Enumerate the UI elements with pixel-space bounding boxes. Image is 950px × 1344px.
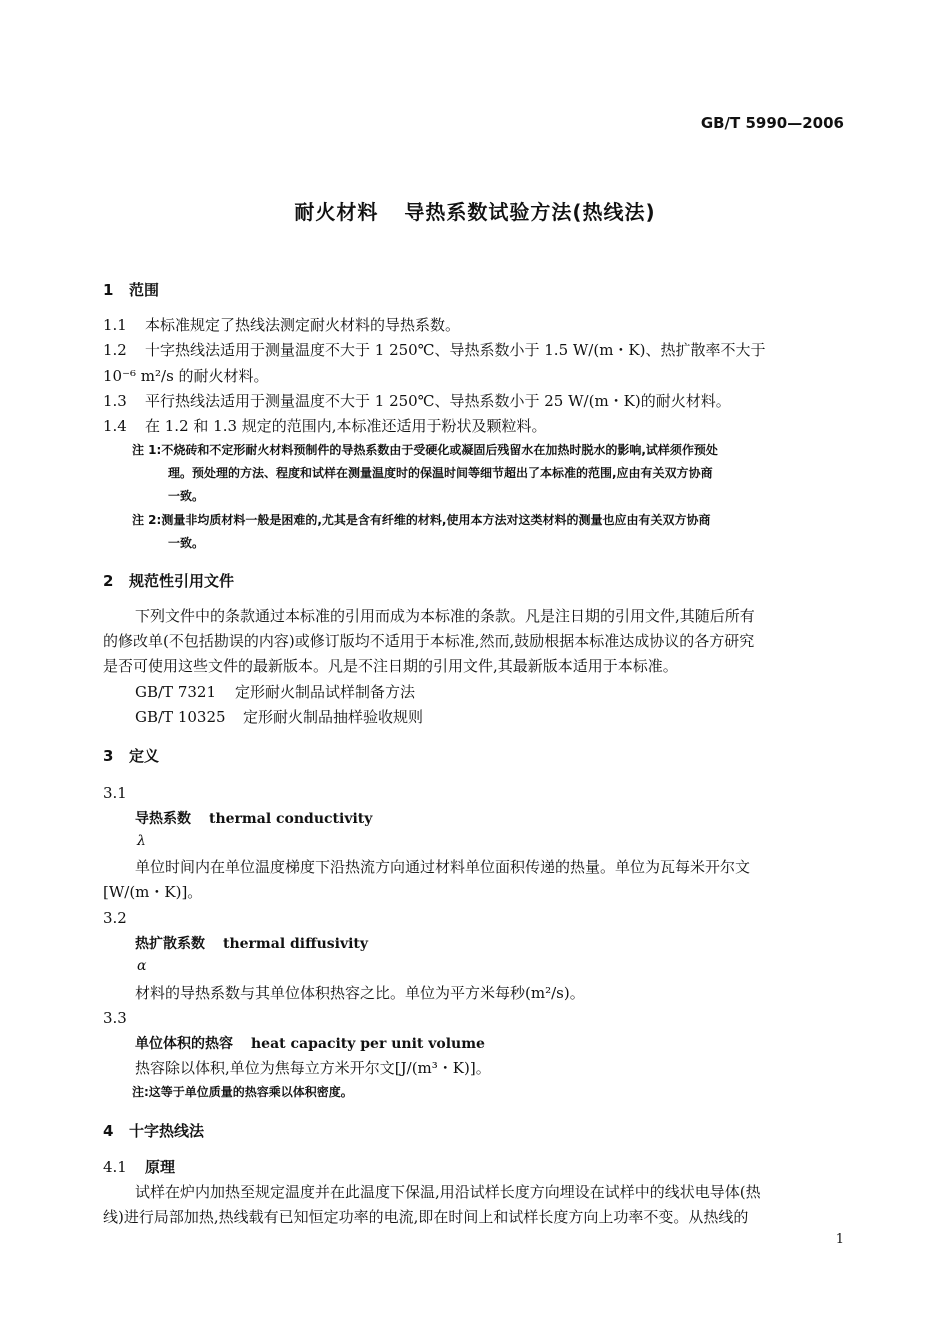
reference-item: GB/T 10325 定形耐火制品抽样验收规则: [135, 708, 424, 726]
term-3-3: 单位体积的热容 heat capacity per unit volume: [135, 1036, 485, 1052]
definition-3-1-line2: [W/(m・K)]。: [103, 883, 203, 901]
definition-3-2: 材料的导热系数与其单位体积热容之比。单位为平方米每秒(m²/s)。: [135, 984, 585, 1002]
section-2-text-line1: 下列文件中的条款通过本标准的引用而成为本标准的条款。凡是注日期的引用文件,其随后所有: [135, 607, 755, 625]
note-2-line2: 一致。: [168, 536, 205, 550]
section-4-heading: 4 十字热线法: [103, 1122, 205, 1140]
section-2-text-line3: 是否可使用这些文件的最新版本。凡是不注日期的引用文件,其最新版本适用于本标准。: [103, 657, 678, 675]
section-2-text-line2: 的修改单(不包括勘误的内容)或修订版均不适用于本标准,然而,鼓励根据本标准达成协议的各方研究: [103, 632, 755, 650]
clause-1-2-line1: 1.2 十字热线法适用于测量温度不大于 1 250℃、导热系数小于 1.5 W/(m・K)、热扩散率不大于: [103, 341, 766, 359]
note-2-line1: 注 2:测量非均质材料一般是困难的,尤其是含有纤维的材料,使用本方法对这类材料的测量也应由有关双方协商: [132, 513, 711, 527]
document-title: [0, 196, 950, 225]
clause-3-1-number: 3.1: [103, 784, 127, 802]
definition-3-1-line1: 单位时间内在单位温度梯度下沿热流方向通过材料单位面积传递的热量。单位为瓦每米开尔文: [135, 858, 751, 876]
term-3-1: 导热系数 thermal conductivity: [135, 811, 373, 827]
clause-3-3-number: 3.3: [103, 1009, 127, 1027]
section-2-heading: 2 规范性引用文件: [103, 572, 235, 590]
note-1-line2: 理。预处理的方法、程度和试样在测量温度时的保温时间等细节超出了本标准的范围,应由有关双方协商: [168, 466, 713, 480]
clause-3-2-number: 3.2: [103, 909, 127, 927]
term-3-2: 热扩散系数 thermal diffusivity: [135, 936, 369, 952]
clause-4-1-line2: 线)进行局部加热,热线载有已知恒定功率的电流,即在时间上和试样长度方向上功率不变。从热线的: [103, 1208, 749, 1226]
title-part2: 导热系数试验方法(热线法): [404, 200, 656, 224]
symbol-alpha: α: [137, 958, 147, 974]
note-1-line3: 一致。: [168, 489, 205, 503]
definition-3-3: 热容除以体积,单位为焦每立方米开尔文[J/(m³・K)]。: [135, 1059, 491, 1077]
clause-1-3: 1.3 平行热线法适用于测量温度不大于 1 250℃、导热系数小于 25 W/(m・K)的耐火材料。: [103, 392, 731, 410]
section-3-heading: 3 定义: [103, 747, 160, 765]
standard-code: GB/T 5990—2006: [700, 114, 844, 132]
section-1-heading: 1 范围: [103, 281, 160, 299]
clause-4-1-line1: 试样在炉内加热至规定温度并在此温度下保温,用沿试样长度方向埋设在试样中的线状电导体(热: [135, 1183, 761, 1201]
note-3-3: 注:这等于单位质量的热容乘以体积密度。: [132, 1085, 353, 1099]
clause-1-4: 1.4 在 1.2 和 1.3 规定的范围内,本标准还适用于粉状及颗粒料。: [103, 417, 547, 435]
title-part1: 耐火材料: [294, 200, 379, 224]
clause-1-1: 1.1 本标准规定了热线法测定耐火材料的导热系数。: [103, 316, 461, 334]
note-1-line1: 注 1:不烧砖和不定形耐火材料预制件的导热系数由于受硬化或凝固后残留水在加热时脱水的影响,试样须作预处: [132, 443, 718, 457]
clause-4-1-heading: 4.1 原理: [103, 1158, 176, 1176]
symbol-lambda: λ: [137, 833, 146, 849]
reference-item: GB/T 7321 定形耐火制品试样制备方法: [135, 683, 416, 701]
page-number: 1: [835, 1232, 844, 1247]
clause-1-2-line2: 10⁻⁶ m²/s 的耐火材料。: [103, 367, 269, 385]
